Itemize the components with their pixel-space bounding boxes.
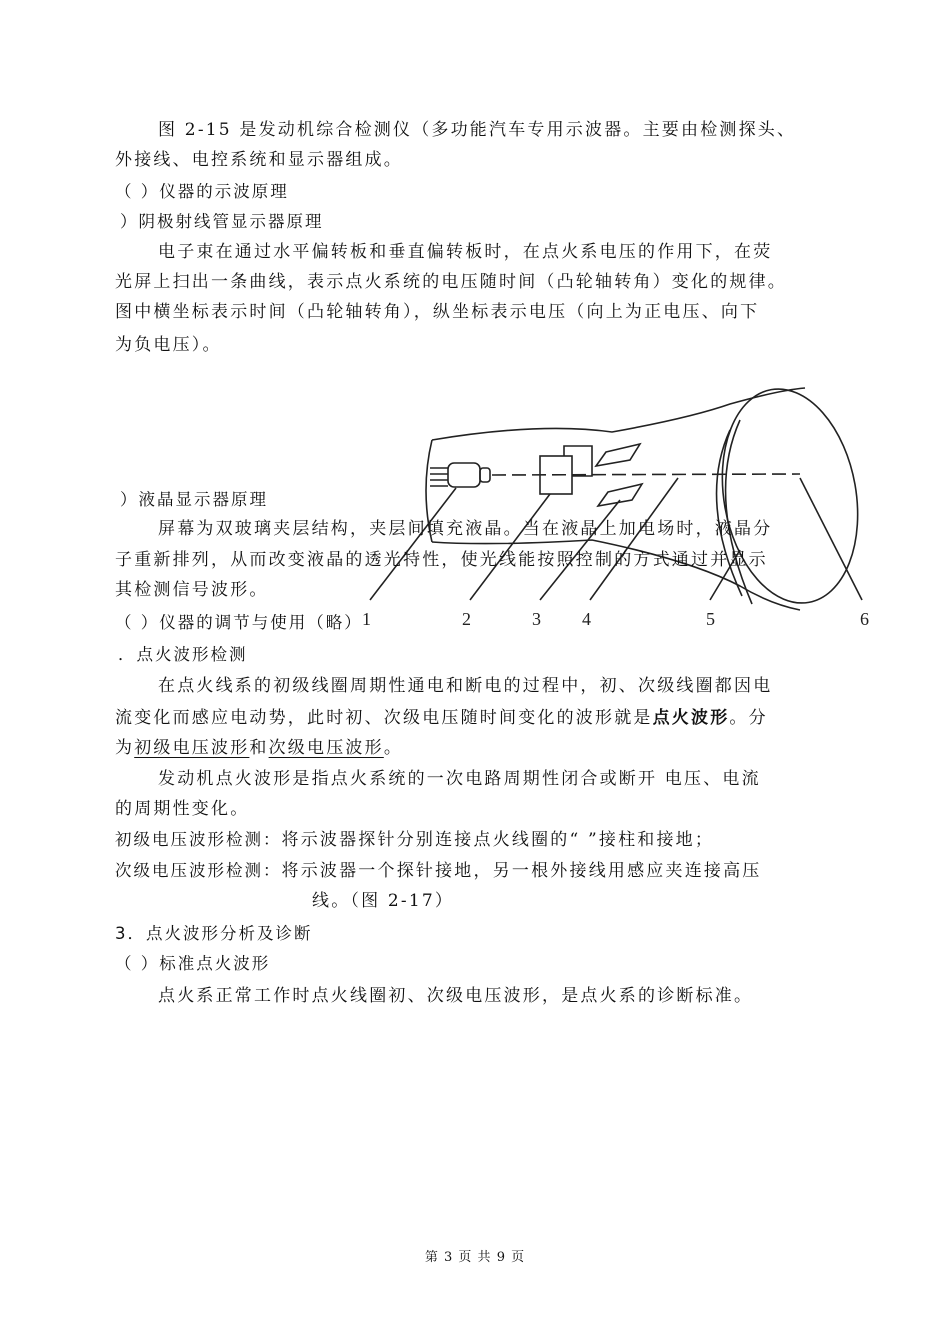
item-label: 次级电压波形检测： xyxy=(115,861,282,880)
underlined-term: 次级电压波形 xyxy=(268,738,384,758)
figure-label-3: 3 xyxy=(532,609,541,629)
paragraph-line: 点火系正常工作时点火线圈初、次级电压波形，是点火系的诊断标准。 xyxy=(158,986,754,1006)
paragraph-line: 子重新排列，从而改变液晶的透光特性，使光线能按照控制的方式通过并显示 xyxy=(115,550,768,570)
figure-label-6: 6 xyxy=(860,609,869,629)
tube-outline xyxy=(432,388,805,440)
paragraph-text: 流变化而感应电动势，此时初、次级电压随时间变化的波形就是 xyxy=(115,708,653,728)
paragraph-line xyxy=(115,736,403,760)
section-heading: ）阴极射线管显示器原理 xyxy=(120,212,324,231)
bold-term: 点火波形 xyxy=(652,708,730,728)
item-label: 初级电压波形检测： xyxy=(115,830,282,849)
figure-label-4: 4 xyxy=(582,609,591,629)
section-heading: （ ）仪器的示波原理 xyxy=(115,182,289,201)
paragraph-line xyxy=(115,706,768,730)
section-heading: （ ）仪器的调节与使用（略） xyxy=(115,613,363,632)
crt-diagram xyxy=(360,360,880,640)
paragraph-line: 发动机点火波形是指点火系统的一次电路周期性闭合或断开 电压、电流 xyxy=(158,769,761,789)
screen-outer xyxy=(706,378,874,614)
paragraph-line: 屏幕为双玻璃夹层结构，夹层间填充液晶。当在液晶上加电场时，液晶分 xyxy=(158,519,773,539)
paragraph-line: 图 2-15 是发动机综合检测仪（多功能汽车专用示波器。主要由检测探头、 xyxy=(158,120,797,140)
paragraph-text: 将示波器探针分别连接点火线圈的“ ”接柱和接地； xyxy=(281,830,715,850)
paragraph-line: 图中横坐标表示时间（凸轮轴转角），纵坐标表示电压（向上为正电压、向下 xyxy=(115,302,760,322)
paragraph-text: 将示波器一个探针接地，另一根外接线用感应夹连接高压 xyxy=(281,861,762,881)
paragraph-line: 外接线、电控系统和显示器组成。 xyxy=(115,150,403,170)
paragraph-line: 线。（图 2-17） xyxy=(312,891,455,911)
paragraph-text: 。 xyxy=(383,738,404,758)
paragraph-text: 为 xyxy=(115,738,135,758)
paragraph-line: 为负电压）。 xyxy=(115,335,222,355)
section-heading: ）液晶显示器原理 xyxy=(120,490,268,509)
underlined-term: 初级电压波形 xyxy=(134,738,250,758)
figure-label-1: 1 xyxy=(362,609,371,629)
paragraph-text: 和 xyxy=(249,738,269,758)
section-heading: ．点火波形检测 xyxy=(118,645,248,664)
section-heading: （ ）标准点火波形 xyxy=(115,954,271,973)
figure-label-5: 5 xyxy=(706,609,715,629)
paragraph-text: 。分 xyxy=(729,708,768,728)
page-footer: 第 3 页 共 9 页 xyxy=(424,1250,526,1265)
figure-label-2: 2 xyxy=(462,609,471,629)
paragraph-line: 光屏上扫出一条曲线，表示点火系统的电压随时间（凸轮轴转角）变化的规律。 xyxy=(115,272,787,292)
paragraph-line xyxy=(115,828,714,852)
screen-rim xyxy=(726,420,752,604)
electron-beam xyxy=(492,474,800,475)
paragraph-line: 其检测信号波形。 xyxy=(115,580,269,600)
paragraph-line xyxy=(115,859,762,883)
horizontal-plate-lower xyxy=(598,484,642,506)
paragraph-line: 电子束在通过水平偏转板和垂直偏转板时，在点火系电压的作用下，在荧 xyxy=(158,242,773,262)
horizontal-plate-upper xyxy=(596,444,640,466)
paragraph-line: 在点火线系的初级线圈周期性通电和断电的过程中，初、次级线圈都因电 xyxy=(158,676,773,696)
paragraph-line: 的周期性变化。 xyxy=(115,799,250,819)
section-heading: 3．点火波形分析及诊断 xyxy=(115,924,313,943)
electron-gun xyxy=(448,463,480,487)
